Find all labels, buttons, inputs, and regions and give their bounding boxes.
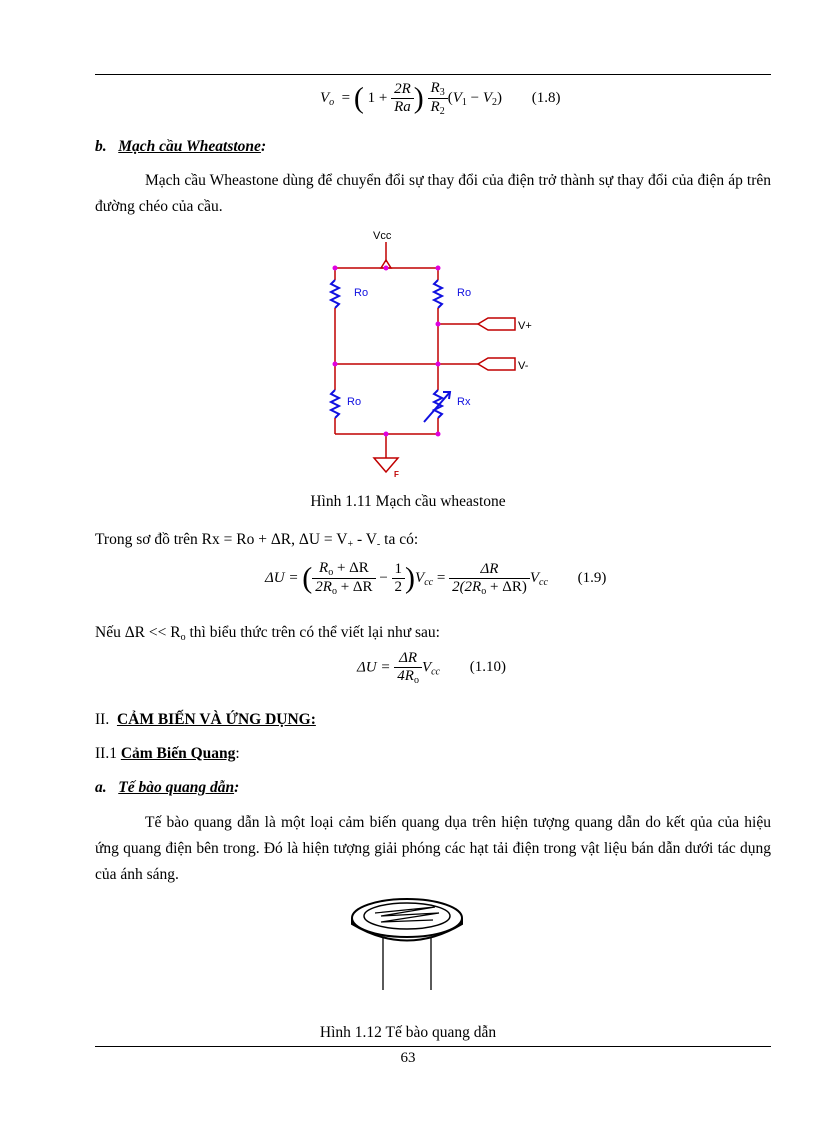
section-a-label: a. [95, 779, 107, 796]
v-minus-port-icon [478, 358, 515, 370]
node-top-right [436, 266, 441, 271]
footer-rule [95, 1046, 771, 1047]
eq18-v2: V [482, 89, 493, 106]
eq19-vcc: V [415, 569, 425, 586]
eq18-v1: V [452, 89, 462, 106]
node-bottom-right [436, 432, 441, 437]
section-b-label: b. [95, 138, 107, 155]
resistor-bottom-left-icon [331, 390, 339, 418]
section-b-heading [95, 134, 266, 160]
eq19-equals: = [436, 569, 446, 586]
eq110-vcc: V [421, 659, 432, 676]
eq110-den-sub: o [413, 675, 419, 686]
eq18-v2-sub: 2 [492, 96, 498, 108]
photoresistor-track-icon [375, 907, 439, 922]
eq19-f3-den-sub: o [481, 585, 487, 597]
photoresistor-window [364, 903, 450, 929]
section-a-title: Tế bào quang dẫn [118, 779, 235, 796]
paragraph-4: Tế bào quang dẫn là một loại cảm biến quang dụa trên hiện tượng quang dẫn do kết qủa của hiệu ứng quang điện bên trong. Đó là hiện tượng giải phóng các hạt tải điện trong vật liệu bán dẫn dưới tác dụng của ánh sáng. [95, 814, 771, 883]
ground-label: F [394, 470, 399, 479]
circuit-vcc-label: Vcc [373, 230, 392, 242]
eq19-frac2 [392, 561, 406, 596]
eq18-minus: − [470, 89, 480, 106]
eq19-frac1 [312, 560, 375, 597]
header-rule [95, 74, 771, 75]
eq110-frac [394, 650, 422, 686]
eq19-f3-den-rest: + ΔR) [486, 578, 527, 595]
eq19-minus: − [379, 569, 388, 586]
v-minus-label: V- [518, 360, 529, 372]
section-a-colon: : [234, 779, 240, 796]
node-mid-right [436, 362, 441, 367]
paragraph-1: Mạch cầu Wheastone dùng để chuyển đổi sự thay đổi của điện trở thành sự thay đổi của điện áp trên đường chéo của cầu. [95, 172, 771, 215]
page-number: 63 [400, 1050, 416, 1066]
node-top-left [333, 266, 338, 271]
resistor-top-left-icon [331, 280, 339, 308]
section-II-heading [95, 707, 316, 733]
equation-1-8: $V_o$ = ( 1 + $\frac{2R}{Ra}$ ) $\frac{R_3}{R_2}$ $(V_1 - V_2)$ (1.8) [320, 80, 561, 117]
paragraph-2-text-c: ta có: [380, 531, 419, 548]
eq18-frac2 [428, 80, 448, 117]
eq18-frac2-num: R [430, 80, 440, 96]
paragraph-2-text-a: Trong sơ đồ trên Rx = Ro + ΔR, ΔU = V [95, 531, 348, 548]
eq18-number: (1.8) [531, 89, 561, 106]
eq19-f2-den: 2 [394, 579, 403, 595]
eq19-f1-num-rest: + ΔR [333, 560, 369, 576]
section-II-title: CẢM BIẾN VÀ ỨNG DỤNG: [116, 711, 316, 728]
equation-1-10 [357, 650, 506, 686]
eq110-lhs: ΔU = [357, 659, 391, 676]
paragraph-3-text-b: thì biểu thức trên có thể viết lại như sau: [185, 624, 440, 641]
eq19-frac3 [449, 561, 530, 597]
section-II-label: II. [95, 711, 110, 728]
rx-label: Rx [457, 396, 471, 408]
node-ground [384, 432, 389, 437]
paragraph-3-text-a: Nếu ΔR << R [95, 624, 181, 641]
eq110-number: (1.10) [469, 659, 506, 676]
eq19-f1-den-sub: o [331, 586, 337, 597]
eq19-f3-num: ΔR [449, 561, 530, 579]
paragraph-3-sub: o [180, 632, 186, 643]
r-bottom-left-label: Ro [347, 396, 362, 408]
eq19-lhs: ΔU = [265, 569, 299, 586]
section-II-1-title: Cảm Biến Quang [120, 745, 236, 762]
caption-1-11: Hình 1.11 Mạch cầu wheastone [310, 493, 506, 510]
eq18-frac1-den: Ra [394, 99, 411, 115]
eq19-vcc2-sub: cc [539, 576, 548, 588]
photoresistor-drawing [345, 893, 475, 998]
eq19-vcc2: V [529, 569, 540, 586]
section-b-colon: : [260, 138, 267, 155]
paragraph-2-sub-minus: - [376, 539, 381, 550]
v-plus-port-icon [478, 318, 515, 330]
eq19-f2-num: 1 [392, 561, 406, 579]
r-top-right-label: Ro [457, 287, 472, 299]
paragraph-3 [95, 620, 440, 651]
eq18-frac1 [391, 81, 414, 116]
section-a-heading [95, 775, 239, 801]
paragraph-2-sub-plus: + [347, 539, 354, 550]
wheatstone-circuit [310, 222, 550, 482]
paragraph-2 [95, 527, 418, 558]
r-top-left-label: Ro [354, 287, 369, 299]
node-v-minus [333, 362, 338, 367]
resistor-top-right-icon [434, 280, 442, 308]
eq19-f1-num-sub: o [328, 567, 334, 578]
equation-1-9: ΔU = ( $\frac{R_o + \Delta R}{2R_o + \Delta R}$ − $\frac{1}{2}$ )$V_{cc}$ = $\frac{\Delta R}{2(2R_o + \Delta R)}$ $V_{cc}$ (1.9) [265, 560, 607, 597]
eq19-f1-num: R [319, 560, 329, 576]
v-plus-label: V+ [518, 320, 532, 332]
eq18-frac2-den-sub: 2 [439, 106, 445, 117]
eq19-f3-den: 2(2R [452, 578, 482, 595]
eq110-vcc-sub: cc [431, 666, 440, 678]
eq18-frac1-num: 2R [391, 81, 414, 99]
eq19-f1-den: 2R [315, 579, 332, 595]
eq110-den: 4R [397, 668, 414, 684]
eq18-one: 1 [367, 89, 376, 106]
eq19-f1-den-rest: + ΔR [336, 579, 373, 595]
eq18-frac2-den: R [430, 99, 440, 115]
eq18-lhs-sub: o [329, 96, 335, 108]
paragraph-2-text-b: - V [353, 531, 377, 548]
eq110-num: ΔR [394, 650, 422, 668]
section-II-1-heading [95, 741, 240, 767]
eq18-v1-sub: 1 [461, 96, 467, 108]
node-vcc [384, 266, 389, 271]
eq19-vcc-sub: cc [424, 576, 434, 588]
eq18-frac2-num-sub: 3 [439, 87, 445, 98]
eq18-lhs: V [320, 89, 330, 106]
caption-1-12: Hình 1.12 Tế bào quang dẫn [319, 1024, 497, 1041]
section-II-1-label: II.1 [95, 745, 117, 762]
section-II-1-colon: : [235, 745, 240, 762]
section-b-title: Mạch cầu Wheatstone [118, 138, 261, 155]
eq19-number: (1.9) [577, 569, 607, 586]
node-v-plus [436, 322, 441, 327]
eq18-plus: + [378, 89, 388, 106]
